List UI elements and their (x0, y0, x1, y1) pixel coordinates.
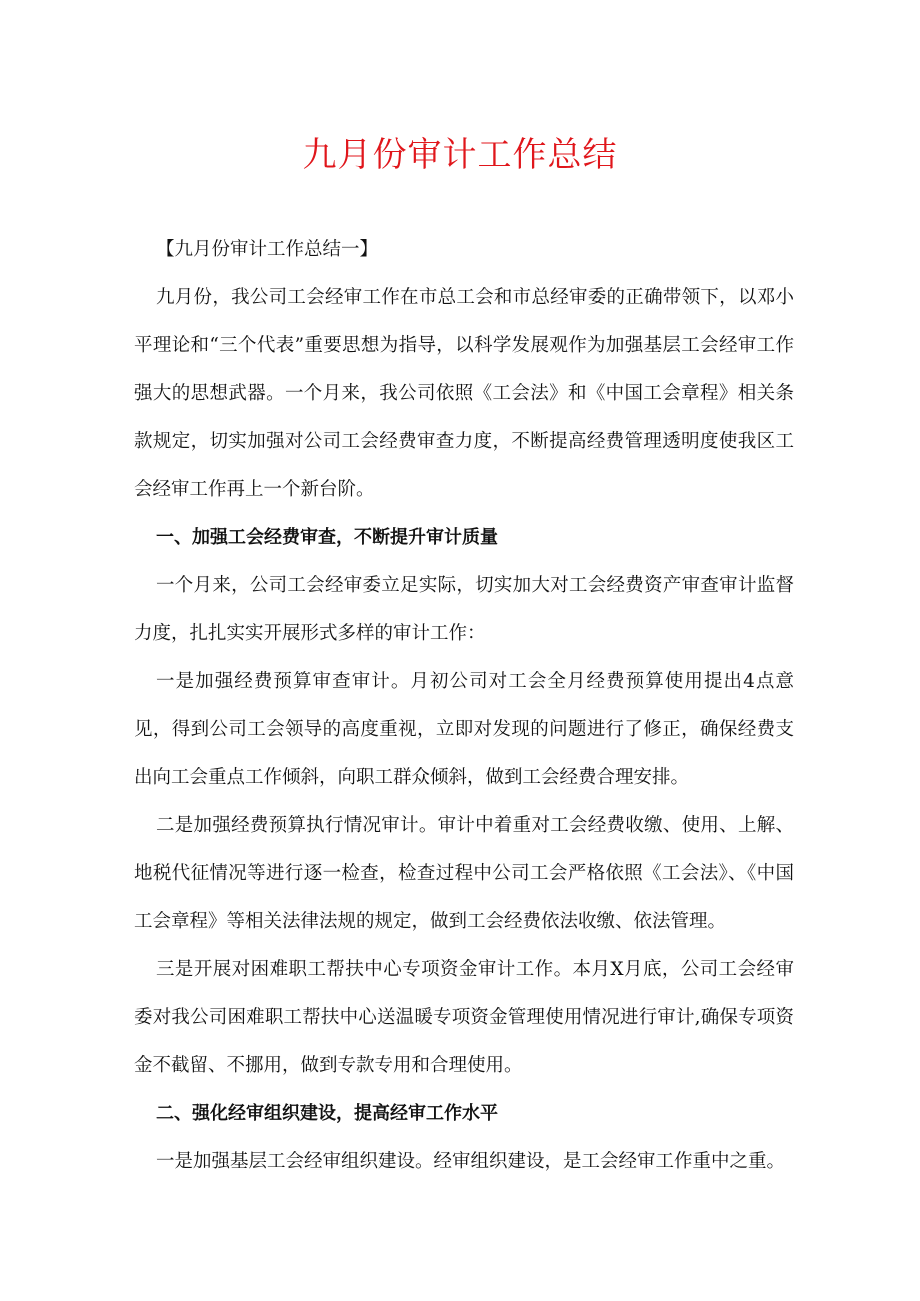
paragraph-section-1-item-3: 三是开展对困难职工帮扶中心专项资金审计工作。本月X月底，公司工会经审委对我公司困难职工帮扶中心送温暖专项资金管理使用情况进行审计,确保专项资金不截留、不挪用，做到专款专用和合理使用。 (134, 959, 794, 1076)
paragraph-section-1-item-1: 一是加强经费预算审查审计。月初公司对工会全月经费预算使用提出4点意见，得到公司工会领导的高度重视，立即对发现的问题进行了修正，确保经费支出向工会重点工作倾斜，向职工群众倾斜，做到工会经费合理安排。 (134, 671, 794, 788)
section-heading-1: 一、加强工会经费审查，不断提升审计质量 (156, 527, 498, 548)
paragraph-intro: 九月份，我公司工会经审工作在市总工会和市总经审委的正确带领下，以邓小平理论和“三个代表”重要思想为指导，以科学发展观作为加强基层工会经审工作强大的思想武器。一个月来，我公司依照《工会法》和《中国工会章程》相关条款规定，切实加强对公司工会经费审查力度，不断提高经费管理透明度使我区工会经审工作再上一个新台阶。 (134, 287, 794, 500)
paragraph-section-1-intro: 一个月来，公司工会经审委立足实际，切实加大对工会经费资产审查审计监督力度，扎扎实实开展形式多样的审计工作： (134, 575, 794, 644)
paragraph-section-2-item-1: 一是加强基层工会经审组织建设。经审组织建设，是工会经审工作重中之重。 (156, 1151, 786, 1172)
document-title: 九月份审计工作总结 (302, 135, 618, 175)
document-subtitle: 【九月份审计工作总结一】 (156, 239, 379, 260)
document-body (134, 226, 794, 1186)
paragraph-section-1-item-2: 二是加强经费预算执行情况审计。审计中着重对工会经费收缴、使用、上解、地税代征情况等进行逐一检查，检查过程中公司工会严格依照《工会法》、《中国工会章程》等相关法律法规的规定，做到工会经费依法收缴、依法管理。 (134, 815, 794, 932)
section-heading-2: 二、强化经审组织建设，提高经审工作水平 (156, 1103, 498, 1124)
